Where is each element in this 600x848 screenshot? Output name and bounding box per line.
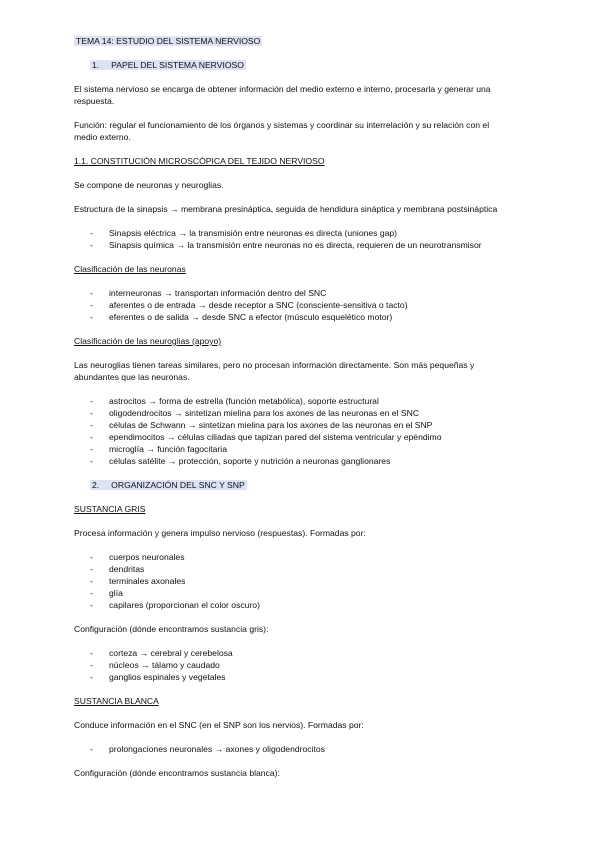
list-bullet: - bbox=[90, 600, 93, 610]
list-bullet: - bbox=[90, 240, 93, 250]
list-bullet: - bbox=[90, 660, 93, 670]
neuroglias-desc-line-2: abundantes que las neuronas. bbox=[74, 372, 190, 382]
list-item: capilares (proporcionan el color oscuro) bbox=[109, 600, 260, 610]
sustancia-gris-desc: Procesa información y genera impulso nervioso (respuestas). Formadas por: bbox=[74, 528, 366, 538]
subsection-1-1-heading: 1.1. CONSTITUCIÓN MICROSCÓPICA DEL TEJIDO NERVIOSO bbox=[74, 156, 325, 166]
list-bullet: - bbox=[90, 576, 93, 586]
list-item: aferentes o de entrada → desde receptor a SNC (consciente-sensitiva o tacto) bbox=[109, 300, 408, 310]
clasificacion-neuroglias-heading: Clasificación de las neuroglias (apoyo) bbox=[74, 336, 222, 346]
list-item: células de Schwann → sintetizan mielina para los axones de las neuronas en el SNP bbox=[109, 420, 433, 430]
list-bullet: - bbox=[90, 288, 93, 298]
intro-line-1: El sistema nervioso se encarga de obtener información del medio externo e interno, procesarla y generar una bbox=[74, 84, 491, 94]
list-item: corteza → cerebral y cerebelosa bbox=[109, 648, 233, 658]
list-bullet: - bbox=[90, 432, 93, 442]
list-item: microglía → función fagocitaria bbox=[109, 444, 227, 454]
list-bullet: - bbox=[90, 552, 93, 562]
list-item: cuerpos neuronales bbox=[109, 552, 185, 562]
section-2-heading: 2. ORGANIZACIÓN DEL SNC Y SNP bbox=[92, 480, 245, 490]
funcion-line-1: Función: regular el funcionamiento de los órganos y sistemas y coordinar su interrelación y su relación con el bbox=[74, 120, 490, 130]
list-bullet: - bbox=[90, 396, 93, 406]
sinapsis-text: Estructura de la sinapsis → membrana presináptica, seguida de hendidura sináptica y membrana postsináptica bbox=[74, 204, 498, 214]
list-bullet: - bbox=[90, 456, 93, 466]
compone-text: Se compone de neuronas y neuroglias. bbox=[74, 180, 224, 190]
list-item: ependimocitos → células ciliadas que tapizan pared del sistema ventricular y epéndimo bbox=[109, 432, 442, 442]
sustancia-blanca-heading: SUSTANCIA BLANCA bbox=[74, 696, 159, 706]
list-item: prolongaciones neuronales → axones y oligodendrocitos bbox=[109, 744, 325, 754]
list-item: células satélite → protección, soporte y nutrición a neuronas ganglionares bbox=[109, 456, 391, 466]
clasificacion-neuronas-heading: Clasificación de las neuronas bbox=[74, 264, 186, 274]
neuroglias-desc-line-1: Las neuroglias tienen tareas similares, pero no procesan información directamente. Son más pequeñas y bbox=[74, 360, 475, 370]
document-title: TEMA 14: ESTUDIO DEL SISTEMA NERVIOSO bbox=[76, 36, 261, 46]
list-item: terminales axonales bbox=[109, 576, 186, 586]
list-item: Sinapsis eléctrica → la transmisión entre neuronas es directa (uniones gap) bbox=[109, 228, 398, 238]
list-bullet: - bbox=[90, 744, 93, 754]
list-item: glía bbox=[109, 588, 123, 598]
list-item: núcleos → tálamo y caudado bbox=[109, 660, 220, 670]
gris-config-text: Configuración (dónde encontramos sustancia gris): bbox=[74, 624, 269, 634]
section-1-heading: 1. PAPEL DEL SISTEMA NERVIOSO bbox=[92, 60, 244, 70]
list-bullet: - bbox=[90, 228, 93, 238]
list-bullet: - bbox=[90, 672, 93, 682]
list-bullet: - bbox=[90, 564, 93, 574]
blanca-config-text: Configuración (dónde encontramos sustancia blanca): bbox=[74, 768, 280, 778]
list-item: Sinapsis química → la transmisión entre neuronas no es directa, requieren de un neurotransmisor bbox=[109, 240, 482, 250]
list-bullet: - bbox=[90, 444, 93, 454]
list-bullet: - bbox=[90, 420, 93, 430]
list-item: eferentes o de salida → desde SNC a efector (músculo esquelético motor) bbox=[109, 312, 393, 322]
list-bullet: - bbox=[90, 300, 93, 310]
list-item: ganglios espinales y vegetales bbox=[109, 672, 226, 682]
list-item: dendritas bbox=[109, 564, 145, 574]
list-bullet: - bbox=[90, 588, 93, 598]
list-bullet: - bbox=[90, 408, 93, 418]
funcion-line-2: medio externo. bbox=[74, 132, 131, 142]
list-item: oligodendrocitos → sintetizan mielina para los axones de las neuronas en el SNC bbox=[109, 408, 420, 418]
sustancia-gris-heading: SUSTANCIA GRIS bbox=[74, 504, 146, 514]
list-item: astrocitos → forma de estrella (función metabólica), soporte estructural bbox=[109, 396, 379, 406]
list-bullet: - bbox=[90, 648, 93, 658]
list-item: interneuronas → transportan información dentro del SNC bbox=[109, 288, 327, 298]
sustancia-blanca-desc: Conduce información en el SNC (en el SNP son los nervios). Formadas por: bbox=[74, 720, 364, 730]
intro-line-2: respuesta. bbox=[74, 96, 115, 106]
list-bullet: - bbox=[90, 312, 93, 322]
